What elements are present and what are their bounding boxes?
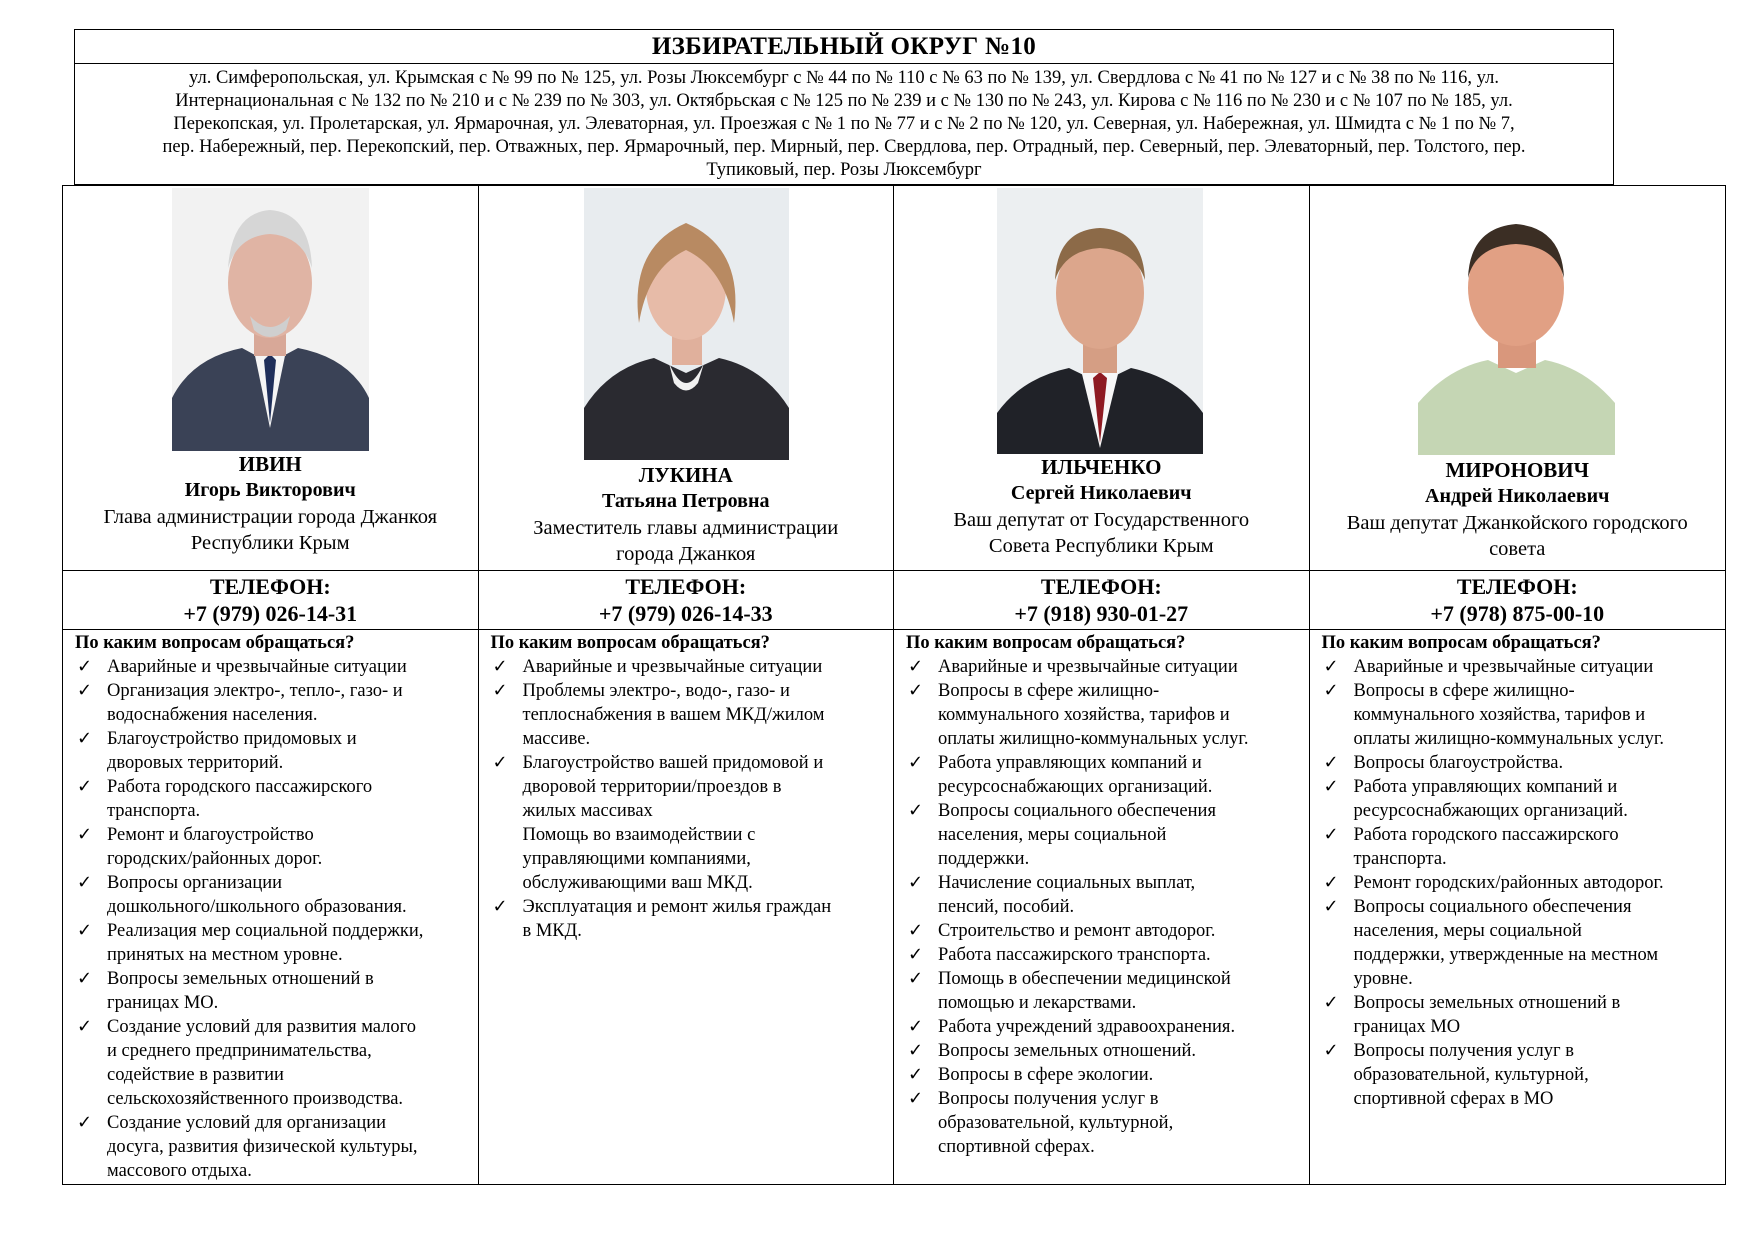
official-photo: [584, 188, 789, 460]
list-item: ✓ Ремонт и благоустройство городских/районных дорог.: [77, 824, 323, 869]
list-item: ✓ Благоустройство вашей придомовой и дворовой территории/проездов в жилых массивах Помощь во взаимодействии с управляющими компаниями, обслуживающими ваш МКД.: [492, 752, 824, 893]
list-item: ✓ Реализация мер социальной поддержки, принятых на местном уровне.: [77, 920, 424, 965]
official-name-block: [894, 455, 1309, 559]
issues-list: [75, 655, 468, 1183]
list-item: ✓ Начисление социальных выплат, пенсий, пособий.: [908, 872, 1196, 917]
streets-line: пер. Набережный, пер. Перекопский, пер. Отважных, пер. Ярмарочный, пер. Мирный, пер. Свердлова, пер. Отрадный, пер. Северный, пер. Элеваторный, пер. Толстого, пер.: [162, 137, 1526, 157]
list-item: ✓ Работа городского пассажирского транспорта.: [1323, 824, 1619, 869]
check-icon: ✓: [77, 872, 93, 893]
official-role: [1310, 510, 1726, 562]
list-item: ✓ Вопросы получения услуг в образовательной, культурной, спортивной сферах в МО: [1323, 1040, 1589, 1109]
list-item: ✓ Создание условий для развития малого и среднего предпринимательства, содействие в развитии сельскохозяйственного производства.: [77, 1016, 417, 1109]
issues-list: [906, 655, 1299, 1159]
check-icon: ✓: [908, 680, 924, 701]
official-role: [479, 515, 894, 567]
check-icon: ✓: [908, 752, 924, 773]
official-column-mironovich: [1310, 186, 1726, 1184]
check-icon: ✓: [1323, 776, 1339, 797]
list-item: ✓ Работа пассажирского транспорта.: [908, 944, 1211, 965]
list-item: ✓ Аварийные и чрезвычайные ситуации: [492, 656, 823, 677]
official-surname: ИЛЬЧЕНКО: [1041, 455, 1162, 479]
list-item: ✓ Благоустройство придомовых и дворовых территорий.: [77, 728, 357, 773]
list-item: ✓ Строительство и ремонт автодорог.: [908, 920, 1216, 941]
phone-number[interactable]: +7 (978) 875-00-10: [1430, 601, 1605, 626]
list-item: ✓ Вопросы организации дошкольного/школьного образования.: [77, 872, 407, 917]
list-item: ✓ Вопросы получения услуг в образовательной, культурной, спортивной сферах.: [908, 1088, 1174, 1157]
official-role: [63, 504, 478, 556]
check-icon: ✓: [77, 1112, 93, 1133]
check-icon: ✓: [1323, 872, 1339, 893]
check-icon: ✓: [1323, 1040, 1339, 1061]
check-icon: ✓: [908, 968, 924, 989]
list-item: ✓ Вопросы земельных отношений.: [908, 1040, 1197, 1061]
role-line: города Джанкоя: [616, 543, 756, 565]
check-icon: ✓: [908, 1088, 924, 1109]
issues-heading: По каким вопросам обращаться?: [1321, 633, 1601, 653]
role-line: Заместитель главы администрации: [533, 517, 839, 539]
check-icon: ✓: [1323, 680, 1339, 701]
streets-line: ул. Симферопольская, ул. Крымская с № 99 по № 125, ул. Розы Люксембург с № 44 по № 110 с № 63 по № 139, ул. Свердлова с № 41 по № 127 и с № 38 по № 116, ул.: [189, 68, 1499, 88]
list-item: ✓ Организация электро-, тепло-, газо- и водоснабжения населения.: [77, 680, 403, 725]
issues-list: [491, 655, 884, 943]
check-icon: ✓: [77, 824, 93, 845]
district-header: [74, 29, 1614, 185]
issues-heading: По каким вопросам обращаться?: [75, 633, 355, 653]
check-icon: ✓: [77, 968, 93, 989]
official-photo: [1418, 188, 1615, 455]
check-icon: ✓: [492, 752, 508, 773]
check-icon: ✓: [908, 1064, 924, 1085]
check-icon: ✓: [492, 896, 508, 917]
official-column-ilchenko: [894, 186, 1310, 1184]
check-icon: ✓: [77, 656, 93, 677]
phone-block: [894, 571, 1309, 630]
list-item: ✓ Вопросы в сфере жилищно- коммунального хозяйства, тарифов и оплаты жилищно-коммунальных услуг.: [1323, 680, 1664, 749]
official-given-name: Татьяна Петровна: [601, 490, 770, 512]
role-line: Глава администрации города Джанкоя: [103, 506, 437, 528]
officials-table: [62, 185, 1726, 1185]
list-item: ✓ Работа учреждений здравоохранения.: [908, 1016, 1236, 1037]
role-line: Ваш депутат Джанкойского городского: [1346, 512, 1688, 534]
official-column-lukina: [479, 186, 895, 1184]
list-item: ✓ Аварийные и чрезвычайные ситуации: [908, 656, 1238, 677]
list-item: ✓ Вопросы социального обеспечения населения, меры социальной поддержки, утвержденные на местном уровне.: [1323, 896, 1659, 989]
check-icon: ✓: [908, 1040, 924, 1061]
official-card: [63, 186, 478, 571]
issues-heading: По каким вопросам обращаться?: [490, 633, 770, 653]
phone-block: [1310, 571, 1726, 630]
check-icon: ✓: [1323, 992, 1339, 1013]
official-photo: [172, 188, 369, 451]
official-column-ivin: [63, 186, 479, 1184]
streets-line: Интернациональная с № 132 по № 210 и с № 239 по № 303, ул. Октябрьская с № 125 по № 239 и с № 130 по № 243, ул. Кирова с № 116 по № 230 и с № 107 по № 185, ул.: [175, 91, 1513, 111]
district-title: ИЗБИРАТЕЛЬНЫЙ ОКРУГ №10: [75, 30, 1613, 64]
issues-list: [1322, 655, 1716, 1111]
official-surname: МИРОНОВИЧ: [1445, 458, 1590, 482]
streets-line: Перекопская, ул. Пролетарская, ул. Ярмарочная, ул. Элеваторная, ул. Проезжая с № 1 по № 77 и с № 2 по № 120, ул. Северная, ул. Набережная, ул. Шмидта с № 1 по № 7,: [173, 114, 1515, 134]
list-item: ✓ Вопросы земельных отношений в границах МО.: [77, 968, 374, 1013]
check-icon: ✓: [77, 776, 93, 797]
list-item: ✓ Вопросы земельных отношений в границах МО: [1323, 992, 1621, 1037]
check-icon: ✓: [1323, 824, 1339, 845]
check-icon: ✓: [908, 920, 924, 941]
phone-block: [63, 571, 478, 630]
official-given-name: Андрей Николаевич: [1425, 485, 1610, 507]
phone-label: ТЕЛЕФОН:: [209, 574, 331, 599]
official-name-block: [1310, 458, 1726, 562]
check-icon: ✓: [908, 656, 924, 677]
list-item: ✓ Ремонт городских/районных автодорог.: [1323, 872, 1664, 893]
list-item: ✓ Работа управляющих компаний и ресурсоснабжающих организаций.: [1323, 776, 1628, 821]
check-icon: ✓: [1323, 896, 1339, 917]
list-item: ✓ Помощь в обеспечении медицинской помощью и лекарствами.: [908, 968, 1231, 1013]
check-icon: ✓: [908, 1016, 924, 1037]
official-role: [894, 507, 1309, 559]
list-item: ✓ Создание условий для организации досуга, развития физической культуры, массового отдыха.: [77, 1112, 418, 1181]
role-line: Республики Крым: [190, 532, 350, 554]
district-streets: [75, 64, 1613, 182]
role-line: совета: [1489, 538, 1546, 560]
list-item: ✓ Вопросы в сфере жилищно- коммунального хозяйства, тарифов и оплаты жилищно-коммунальных услуг.: [908, 680, 1249, 749]
official-card: [479, 186, 894, 571]
phone-number[interactable]: +7 (918) 930-01-27: [1014, 601, 1189, 626]
phone-label: ТЕЛЕФОН:: [625, 574, 747, 599]
check-icon: ✓: [492, 656, 508, 677]
issues-heading: По каким вопросам обращаться?: [906, 633, 1186, 653]
issues-block: [894, 630, 1309, 1159]
official-photo: [997, 188, 1203, 454]
official-card: [1310, 186, 1726, 571]
official-surname: ЛУКИНА: [638, 463, 733, 487]
list-item: ✓ Аварийные и чрезвычайные ситуации: [1323, 656, 1654, 677]
phone-number[interactable]: +7 (979) 026-14-33: [598, 601, 773, 626]
check-icon: ✓: [1323, 656, 1339, 677]
check-icon: ✓: [1323, 752, 1339, 773]
role-line: Совета Республики Крым: [988, 535, 1214, 557]
phone-number[interactable]: +7 (979) 026-14-31: [183, 601, 358, 626]
check-icon: ✓: [908, 800, 924, 821]
list-item: ✓ Вопросы социального обеспечения населения, меры социальной поддержки.: [908, 800, 1216, 869]
check-icon: ✓: [77, 728, 93, 749]
list-item: ✓ Вопросы благоустройства.: [1323, 752, 1564, 773]
official-surname: ИВИН: [238, 452, 302, 476]
issues-block: [63, 630, 478, 1183]
check-icon: ✓: [908, 944, 924, 965]
list-item: ✓ Эксплуатация и ремонт жилья граждан в МКД.: [492, 896, 832, 941]
list-item: ✓ Работа городского пассажирского транспорта.: [77, 776, 373, 821]
official-given-name: Сергей Николаевич: [1010, 482, 1192, 504]
streets-line: Тупиковый, пер. Розы Люксембург: [706, 160, 982, 180]
check-icon: ✓: [908, 872, 924, 893]
list-item: ✓ Работа управляющих компаний и ресурсоснабжающих организаций.: [908, 752, 1213, 797]
phone-block: [479, 571, 894, 630]
list-item: ✓ Проблемы электро-, водо-, газо- и теплоснабжения в вашем МКД/жилом массиве.: [492, 680, 825, 749]
list-item: ✓ Вопросы в сфере экологии.: [908, 1064, 1154, 1085]
check-icon: ✓: [77, 1016, 93, 1037]
issues-block: [479, 630, 894, 943]
check-icon: ✓: [77, 680, 93, 701]
check-icon: ✓: [77, 920, 93, 941]
role-line: Ваш депутат от Государственного: [953, 509, 1250, 531]
phone-label: ТЕЛЕФОН:: [1456, 574, 1578, 599]
list-item: ✓ Аварийные и чрезвычайные ситуации: [77, 656, 407, 677]
issues-block: [1310, 630, 1726, 1111]
official-name-block: [63, 452, 478, 556]
check-icon: ✓: [492, 680, 508, 701]
official-name-block: [479, 463, 894, 567]
official-card: [894, 186, 1309, 571]
phone-label: ТЕЛЕФОН:: [1040, 574, 1162, 599]
official-given-name: Игорь Викторович: [184, 479, 356, 501]
